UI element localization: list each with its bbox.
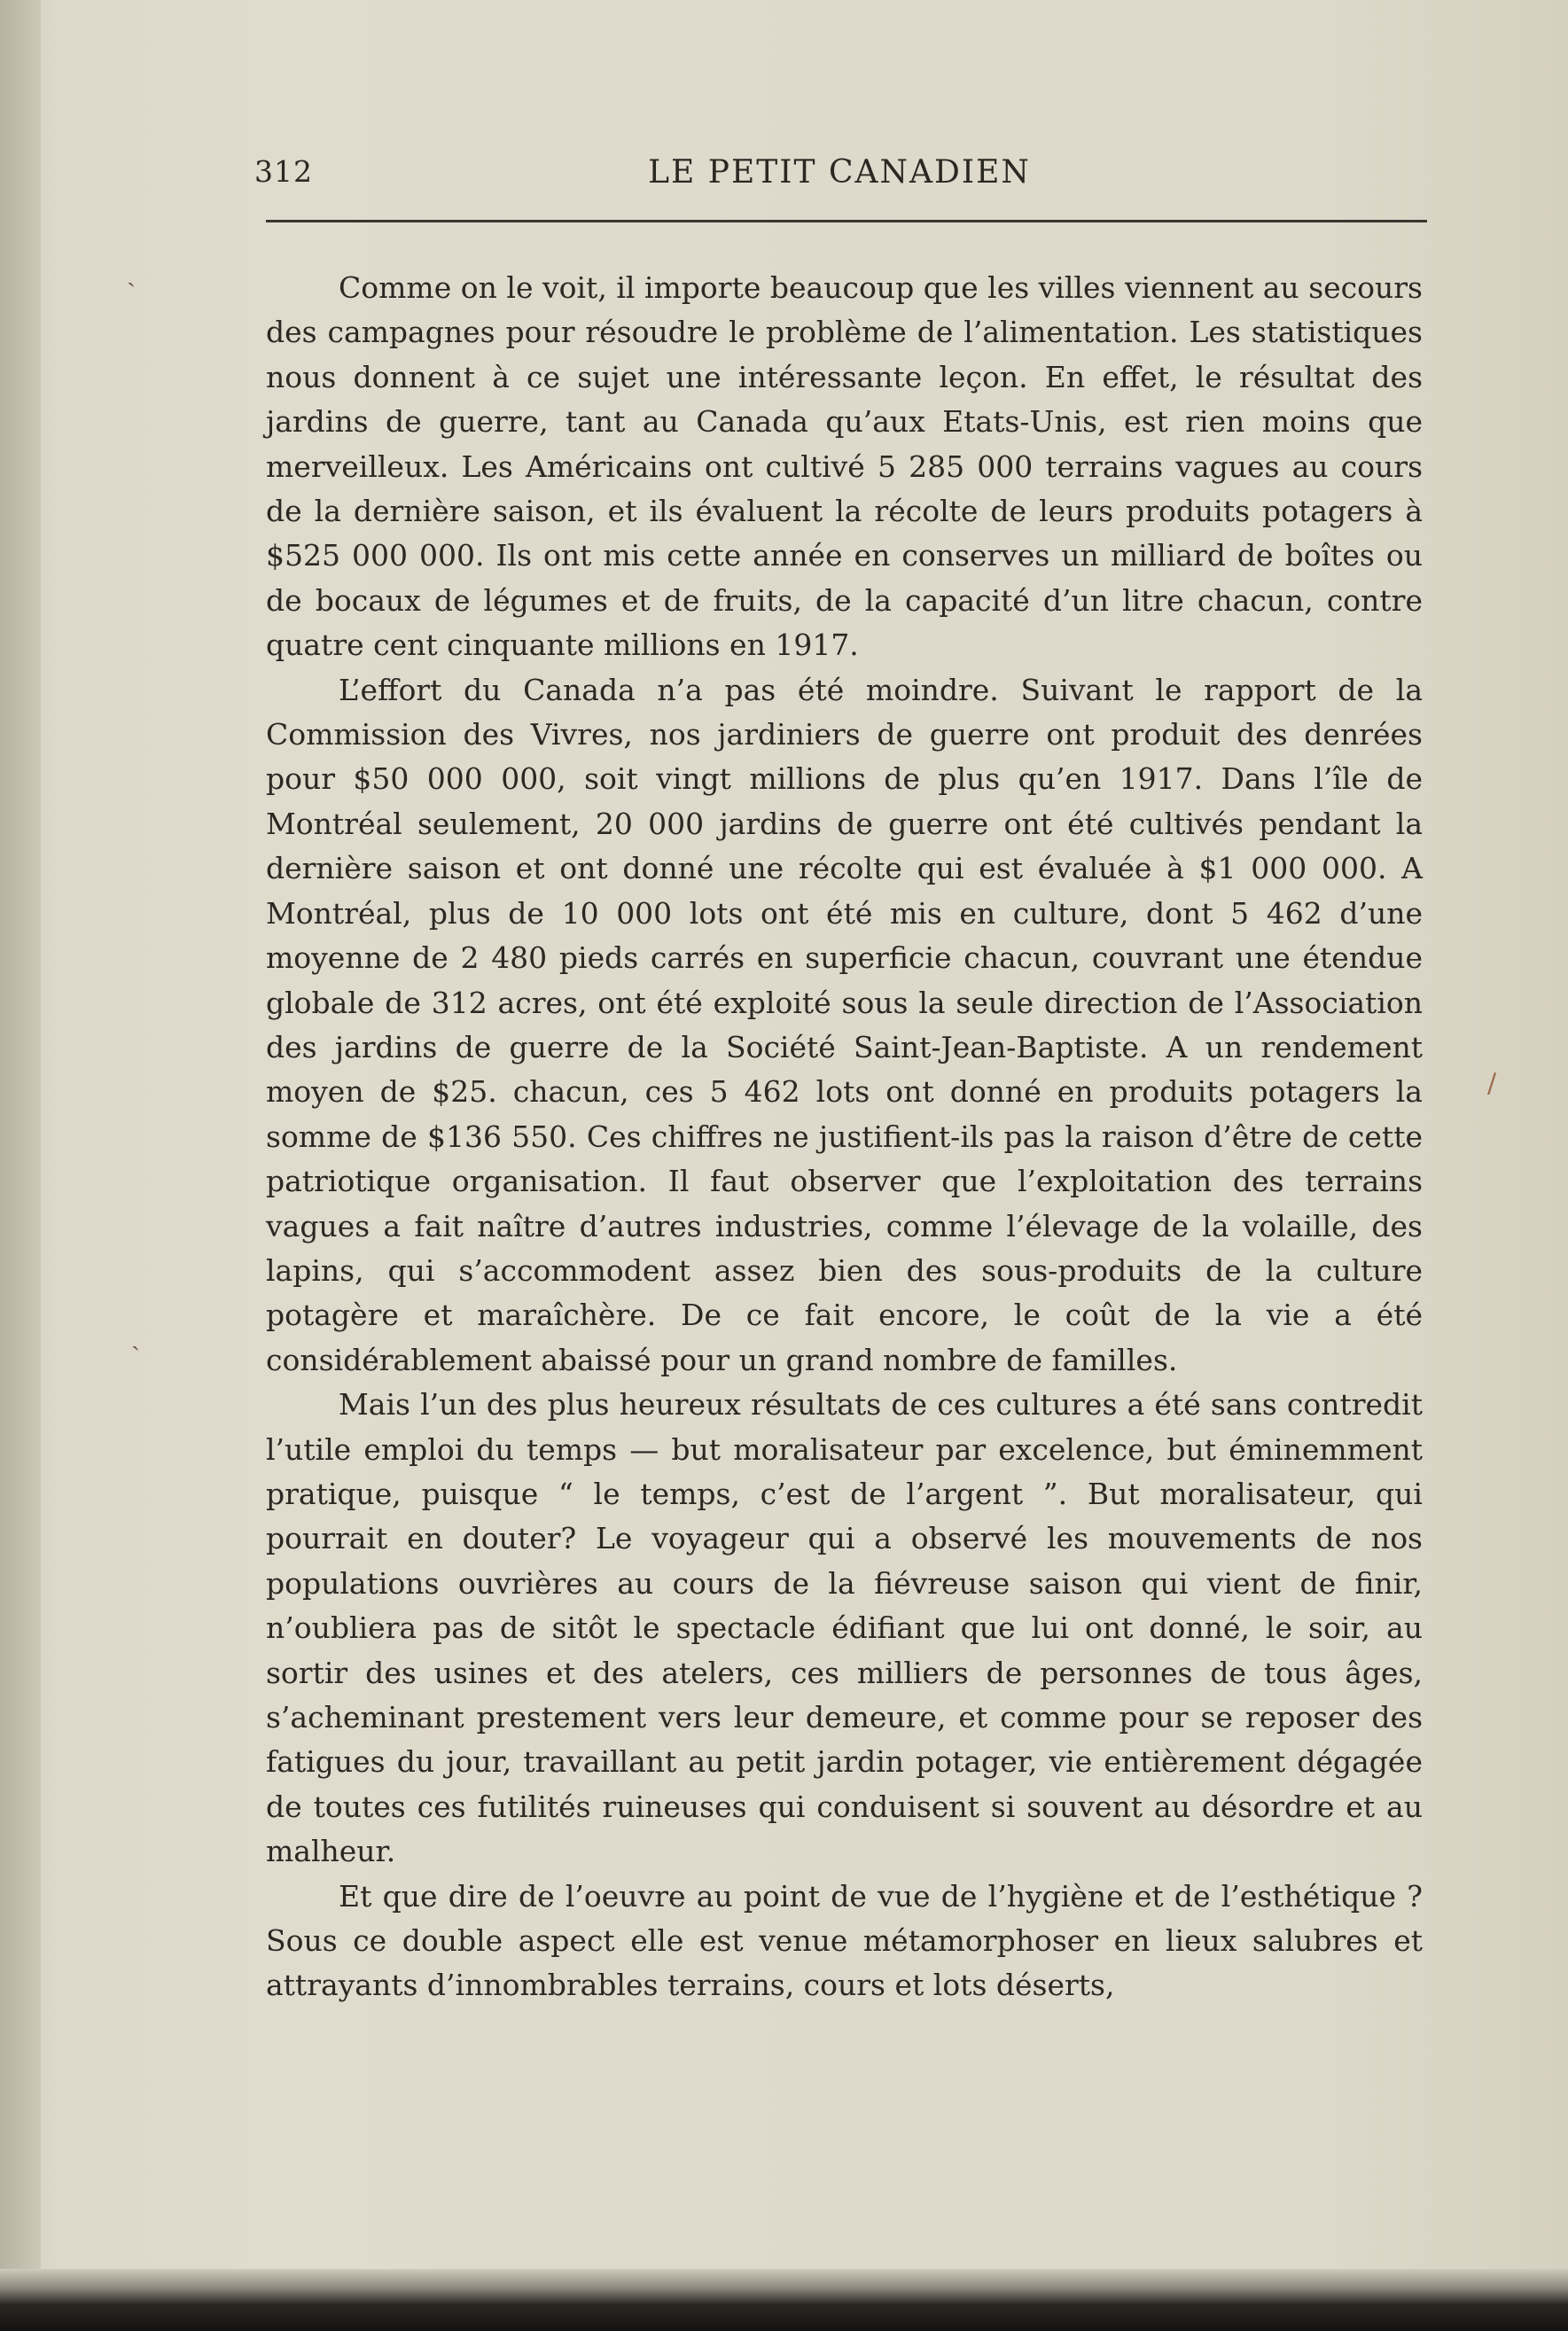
- page-header: [254, 149, 1424, 202]
- paragraph: Mais l’un des plus heureux résultats de ces cultures a été sans contredit l’utile emploi du temps — but moralisateur par excelence, but éminemment pratique, puisque “ le temps, c’est de l’argent ”. But moralisateur, qui pourrait en douter? Le voyageur qui a observé les mouvements de nos populations ouvrières au cours de la fiévreuse saison qui vient de finir, n’oubliera pas de sitôt le spectacle édifiant que lui ont donné, le soir, au sortir des usines et des atelers, ces milliers de personnes de tous âges, s’acheminant prestement vers leur demeure, et comme pour se reposer des fatigues du jour, travaillant au petit jardin potager, vie entièrement dégagée de toutes ces futilités ruineuses qui conduisent si souvent au désordre et au malheur.: [266, 1387, 1423, 1869]
- pencil-mark: ˎ: [131, 1321, 140, 1352]
- ink-mark: /: [1487, 1068, 1497, 1099]
- header-rule: [266, 220, 1427, 222]
- paragraph: Comme on le voit, il importe beaucoup que les villes viennent au secours des campagnes pour résoudre le problème de l’alimentation. Les statistiques nous donnent à ce sujet une intéressante leçon. En effet, le résultat des jardins de guerre, tant au Canada qu’aux Etats-Unis, est rien moins que merveilleux. Les Américains ont cultivé 5 285 000 terrains vagues au cours de la dernière saison, et ils évaluent la récolte de leurs produits potagers à $525 000 000. Ils ont mis cette année en conserves un milliard de boîtes ou de bocaux de légumes et de fruits, de la capacité d’un litre chacun, contre quatre cent cinquante millions en 1917.: [266, 270, 1423, 663]
- paragraph: L’effort du Canada n’a pas été moindre. Suivant le rapport de la Commission des Vivres, nos jardiniers de guerre ont produit des denrées pour $50 000 000, soit vingt millions de plus qu’en 1917. Dans l’île de Montréal seulement, 20 000 jardins de guerre ont été cultivés pendant la dernière saison et ont donné une récolte qui est évaluée à $1 000 000. A Montréal, plus de 10 000 lots ont été mis en culture, dont 5 462 d’une moyenne de 2 480 pieds carrés en superficie chacun, couvrant une étendue globale de 312 acres, ont été exploité sous la seule direction de l’Association des jardins de guerre de la Société Saint-Jean-Baptiste. A un rendement moyen de $25. chacun, ces 5 462 lots ont donné en produits potagers la somme de $136 550. Ces chiffres ne justifient-ils pas la raison d’être de cette patriotique organisation. Il faut observer que l’exploitation des terrains vagues a fait naître d’autres industries, comme l’élevage de la volaille, des lapins, qui s’accommodent assez bien des sous-produits de la culture potagère et maraîchère. De ce fait encore, le coût de la vie a été considérablement abaissé pour un grand nombre de familles.: [266, 672, 1423, 1377]
- body-text: [266, 266, 1423, 2008]
- paragraph: Et que dire de l’oeuvre au point de vue de l’hygiène et de l’esthétique ? Sous ce double aspect elle est venue métamorphoser en lieux salubres et attrayants d’innombrables terrains, cours et lots déserts,: [266, 1878, 1423, 2003]
- page-number: 312: [254, 154, 313, 189]
- pencil-mark: ˎ: [127, 257, 136, 288]
- binding-gutter: [0, 0, 41, 2331]
- running-title: LE PETIT CANADIEN: [648, 154, 1031, 191]
- page-bottom-edge: [0, 2269, 1568, 2331]
